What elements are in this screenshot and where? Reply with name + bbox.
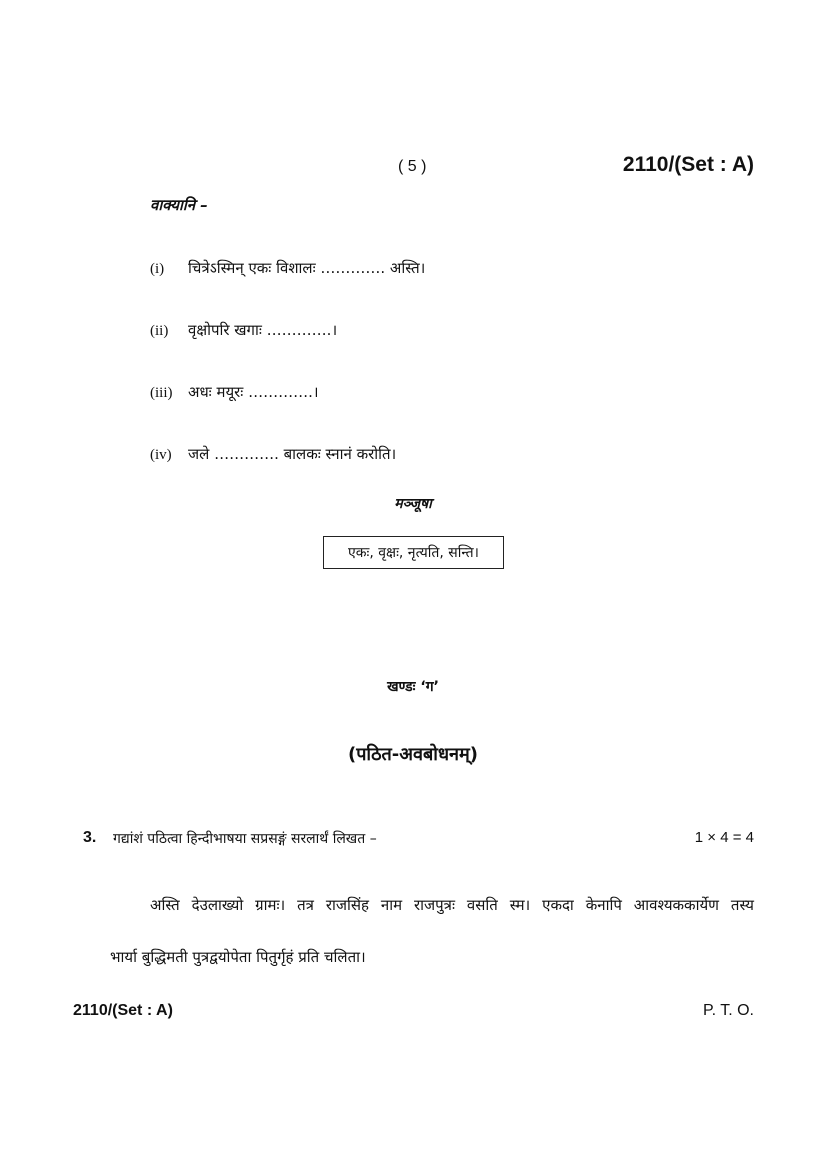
sentence-item-2 bbox=[150, 320, 337, 340]
passage-line-1: अस्ति देउलाख्यो ग्रामः। तत्र राजसिंह नाम राजपुत्रः वसति स्म। एकदा केनापि आवश्यककार्येण तस्य bbox=[150, 896, 754, 914]
sentence-item-4 bbox=[150, 444, 396, 464]
section-title: खण्डः ‘ग’ bbox=[387, 679, 439, 695]
question-number: 3. bbox=[83, 829, 97, 846]
section-subtitle: (पठित-अवबोधनम्) bbox=[347, 744, 479, 765]
word-box-words: एकः, वृक्षः, नृत्यति, सन्ति। bbox=[348, 545, 479, 561]
sentence-number: (iii) bbox=[150, 385, 173, 401]
passage-line-2: भार्या बुद्धिमती पुत्रद्वयोपेता पितुर्गृहं प्रति चलिता। bbox=[110, 948, 366, 966]
sentence-text: वृक्षोपरि खगाः ………….। bbox=[188, 321, 338, 339]
word-box bbox=[323, 536, 504, 569]
page-number: ( 5 ) bbox=[398, 158, 427, 175]
sentence-text: जले …………. बालकः स्नानं करोति। bbox=[188, 445, 397, 463]
sentence-item-3 bbox=[150, 382, 319, 402]
sentences-heading: वाक्यानि – bbox=[150, 196, 208, 214]
sentence-item-1 bbox=[150, 258, 425, 278]
sentence-text: अधः मयूरः ………….। bbox=[188, 383, 319, 401]
sentence-number: (i) bbox=[150, 261, 165, 277]
question-text: गद्यांशं पठित्वा हिन्दीभाषया सप्रसङ्गं सरलार्थं लिखत – bbox=[113, 831, 377, 847]
question-marks: 1 × 4 = 4 bbox=[694, 829, 754, 846]
word-box-title: मञ्जूषा bbox=[394, 496, 432, 512]
sentence-number: (iv) bbox=[150, 447, 172, 463]
sentence-number: (ii) bbox=[150, 323, 169, 339]
paper-code-footer: 2110/(Set : A) bbox=[73, 1002, 173, 1019]
sentence-text: चित्रेऽस्मिन् एकः विशालः …………. अस्ति। bbox=[188, 259, 426, 277]
pto-label: P. T. O. bbox=[703, 1002, 754, 1019]
paper-code-header: 2110/(Set : A) bbox=[622, 153, 754, 176]
